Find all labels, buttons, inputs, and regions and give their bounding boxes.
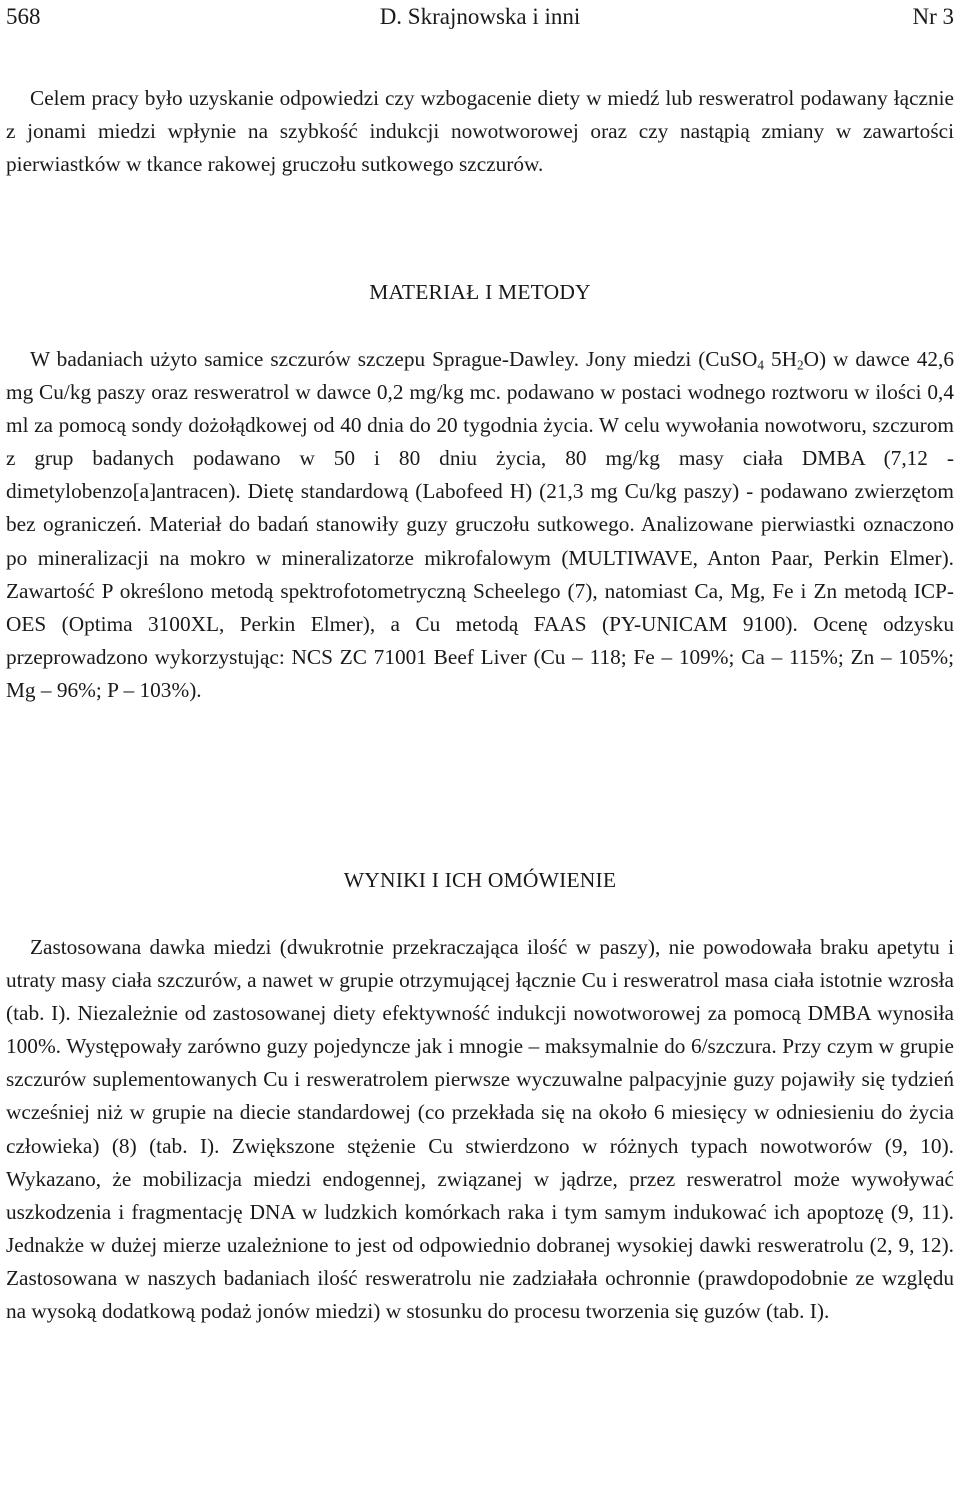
formula-mid: 5H: [763, 347, 797, 371]
methods-paragraph: [6, 343, 954, 707]
issue-number: Nr 3: [912, 4, 954, 29]
results-paragraph: [6, 931, 954, 1328]
results-text: Zastosowana dawka miedzi (dwukrotnie przekraczająca ilość w paszy), nie powodowała braku apetytu i utraty masy ciała szczurów, a nawet w grupie otrzymującej łącznie Cu i resweratrol masa ciała istotnie wzrosła (tab. I). Niezależnie od zastosowanej diety efektywność indukcji nowotworowej za pomocą DMBA wynosiła 100%. Występowały zarówno guzy pojedyncze jak i mnogie – maksymalnie do 6/szczura. Przy czym w grupie szczurów suplementowanych Cu i resweratrolem pierwsze wyczuwalne palpacyjnie guzy pojawiły się tydzień wcześniej niż w grupie na diecie standardowej (co przekłada się na około 6 miesięcy w odniesieniu do życia człowieka) (8) (tab. I). Zwiększone stężenie Cu stwierdzono w różnych typach nowotworów (9, 10). Wykazano, że mobilizacja miedzi endogennej, związanej w jądrze, przez resweratrol może wywoływać uszkodzenia i fragmentację DNA w ludzkich komórkach raka i tym samym indukować ich apoptozę (9, 11). Jednakże w dużej mierze uzależnione to jest od odpowiednio dobranej wysokiej dawki resweratrolu (2, 9, 12). Zastosowana w naszych badaniach ilość resweratrolu nie zadziałała ochronnie (prawdopodobnie ze względu na wysoką dodatkową podaż jonów miedzi) w stosunku do procesu tworzenia się guzów (tab. I).: [6, 935, 954, 1324]
page-number: 568: [6, 4, 41, 29]
running-title: D. Skrajnowska i inni: [379, 4, 581, 29]
methods-text-part1: W badaniach użyto samice szczurów szczepu Sprague-Dawley. Jony miedzi (CuSO: [30, 347, 758, 371]
intro-paragraph: [6, 82, 954, 181]
subscript-4: 4: [757, 357, 764, 373]
methods-text-part2: O) w dawce 42,6 mg Cu/kg paszy oraz resweratrol w dawce 0,2 mg/kg mc. podawano w postaci wodnego roztworu w ilości 0,4 ml za pomocą sondy dożołądkowej od 40 dnia do 20 tygodnia życia. W celu wywołania nowotworu, szczurom z grup badanych podawano w 50 i 80 dniu życia, 80 mg/kg masy ciała DMBA (7,12 - dimetylobenzo[a]antracen). Dietę standardową (Labofeed H) (21,3 mg Cu/kg paszy) - podawano zwierzętom bez ograniczeń. Materiał do badań stanowiły guzy gruczołu sutkowego. Analizowane pierwiastki oznaczono po mineralizacji na mokro w mineralizatorze mikrofalowym (MULTIWAVE, Anton Paar, Perkin Elmer). Zawartość P określono metodą spektrofotometryczną Scheelego (7), natomiast Ca, Mg, Fe i Zn metodą ICP-OES (Optima 3100XL, Perkin Elmer), a Cu metodą FAAS (PY-UNICAM 9100). Ocenę odzysku przeprowadzono wykorzystując: NCS ZC 71001 Beef Liver (Cu – 118; Fe – 109%; Ca – 115%; Zn – 105%; Mg – 96%; P – 103%).: [6, 347, 954, 702]
subscript-2: 2: [796, 357, 804, 373]
page-header: [6, 2, 954, 32]
intro-text: Celem pracy było uzyskanie odpowiedzi czy wzbogacenie diety w miedź lub resweratrol podawany łącznie z jonami miedzi wpłynie na szybkość indukcji nowotworowej oraz czy nastąpią zmiany w zawartości pierwiastków w tkance rakowej gruczołu sutkowego szczurów.: [6, 86, 954, 177]
methods-heading: MATERIAŁ I METODY: [369, 280, 591, 304]
results-heading: WYNIKI I ICH OMÓWIENIE: [343, 868, 617, 892]
